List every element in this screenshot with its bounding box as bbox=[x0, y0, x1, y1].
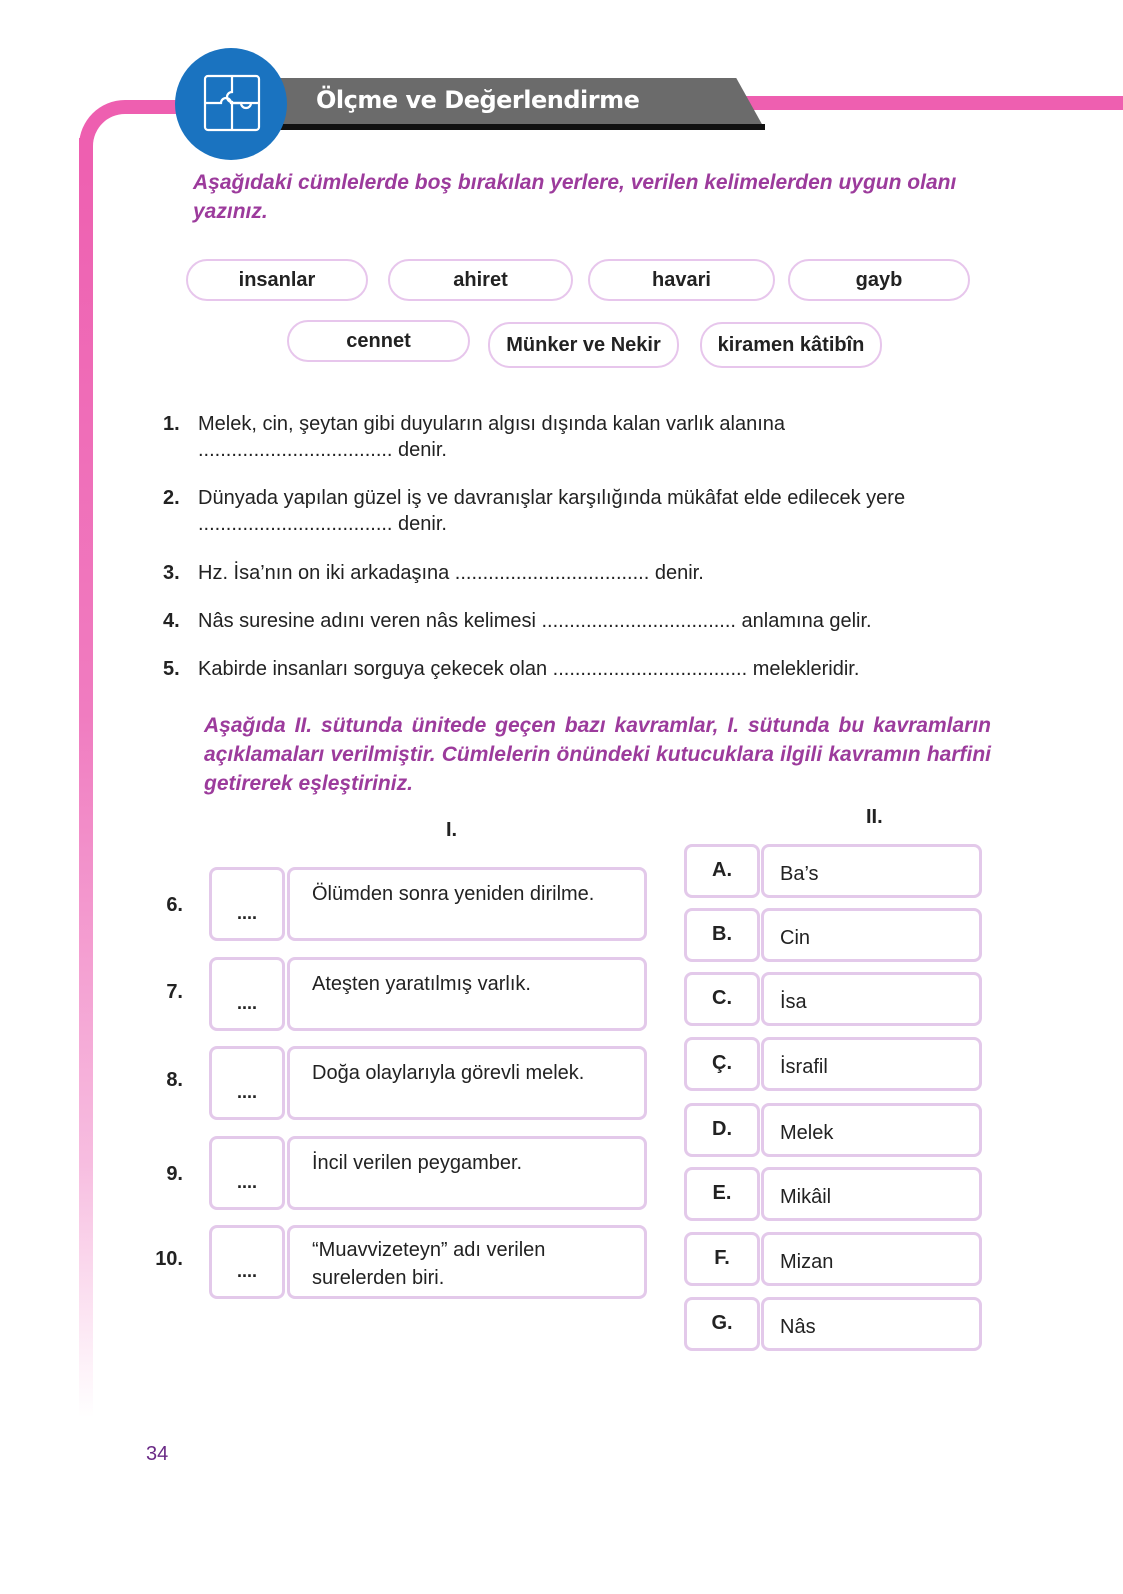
word-option: kiramen kâtibîn bbox=[700, 322, 882, 368]
question-text-continued: ................................... denir. bbox=[198, 513, 447, 535]
word-option: gayb bbox=[788, 259, 970, 301]
item-number: 6. bbox=[166, 894, 183, 916]
answer-box[interactable]: .... bbox=[209, 1136, 285, 1210]
term-box: Mizan bbox=[761, 1232, 982, 1286]
term-box: Nâs bbox=[761, 1297, 982, 1351]
answer-box[interactable]: .... bbox=[209, 957, 285, 1031]
term-box: İsrafil bbox=[761, 1037, 982, 1091]
description-box: Doğa olaylarıyla görevli melek. bbox=[287, 1046, 647, 1120]
term-box: İsa bbox=[761, 972, 982, 1026]
term-box: Ba’s bbox=[761, 844, 982, 898]
description-box: Ateşten yaratılmış varlık. bbox=[287, 957, 647, 1031]
question-number: 1. bbox=[163, 413, 180, 435]
term-letter: Ç. bbox=[684, 1037, 760, 1091]
term-letter: B. bbox=[684, 908, 760, 962]
answer-box[interactable]: .... bbox=[209, 1225, 285, 1299]
question-number: 4. bbox=[163, 610, 180, 632]
word-option: Münker ve Nekir bbox=[488, 322, 679, 368]
header-badge bbox=[175, 48, 287, 160]
frame-top-stripe-right bbox=[740, 96, 1123, 110]
term-letter: G. bbox=[684, 1297, 760, 1351]
word-option: ahiret bbox=[388, 259, 573, 301]
term-letter: E. bbox=[684, 1167, 760, 1221]
item-number: 7. bbox=[166, 981, 183, 1003]
instruction-matching: Aşağıda II. sütunda ünitede geçen bazı kavramlar, I. sütunda bu kavramların açıklamaları verilmiştir. Cümlelerin önündeki kutucuklara ilgili kavramın harfini getirerek eşleştiriniz. bbox=[204, 714, 991, 795]
item-number: 9. bbox=[166, 1163, 183, 1185]
question-text: Nâs suresine adını veren nâs kelimesi ................................... anlamına gelir. bbox=[198, 610, 872, 632]
word-option: havari bbox=[588, 259, 775, 301]
item-number: 8. bbox=[166, 1069, 183, 1091]
term-box: Mikâil bbox=[761, 1167, 982, 1221]
question-text: Dünyada yapılan güzel iş ve davranışlar karşılığında mükâfat elde edilecek yere bbox=[198, 487, 906, 509]
question-number: 5. bbox=[163, 658, 180, 680]
description-box: “Muavvizeteyn” adı verilen surelerden biri. bbox=[287, 1225, 647, 1299]
question-text-continued: ................................... denir. bbox=[198, 439, 447, 461]
frame-left-stripe bbox=[79, 138, 93, 1418]
question-number: 2. bbox=[163, 487, 180, 509]
question-text: Kabirde insanları sorguya çekecek olan ................................... melekleridir. bbox=[198, 658, 860, 680]
header-underline bbox=[260, 124, 765, 130]
answer-box[interactable]: .... bbox=[209, 1046, 285, 1120]
term-box: Melek bbox=[761, 1103, 982, 1157]
page-title: Ölçme ve Değerlendirme bbox=[316, 86, 640, 114]
column-header-2: II. bbox=[866, 806, 883, 828]
page-number: 34 bbox=[146, 1443, 169, 1465]
description-box: İncil verilen peygamber. bbox=[287, 1136, 647, 1210]
term-letter: D. bbox=[684, 1103, 760, 1157]
instruction-fill-blanks: Aşağıdaki cümlelerde boş bırakılan yerlere, verilen kelimelerden uygun olanı yazınız. bbox=[193, 171, 957, 223]
column-header-1: I. bbox=[446, 819, 458, 841]
description-box: Ölümden sonra yeniden dirilme. bbox=[287, 867, 647, 941]
term-letter: F. bbox=[684, 1232, 760, 1286]
answer-box[interactable]: .... bbox=[209, 867, 285, 941]
word-option: cennet bbox=[287, 320, 470, 362]
term-letter: A. bbox=[684, 844, 760, 898]
puzzle-icon bbox=[201, 72, 263, 134]
question-text: Hz. İsa’nın on iki arkadaşına ................................... denir. bbox=[198, 562, 704, 584]
word-option: insanlar bbox=[186, 259, 368, 301]
item-number: 10. bbox=[155, 1248, 183, 1270]
question-number: 3. bbox=[163, 562, 180, 584]
term-box: Cin bbox=[761, 908, 982, 962]
frame-corner bbox=[79, 100, 149, 170]
term-letter: C. bbox=[684, 972, 760, 1026]
question-text: Melek, cin, şeytan gibi duyuların algısı dışında kalan varlık alanına bbox=[198, 413, 785, 435]
